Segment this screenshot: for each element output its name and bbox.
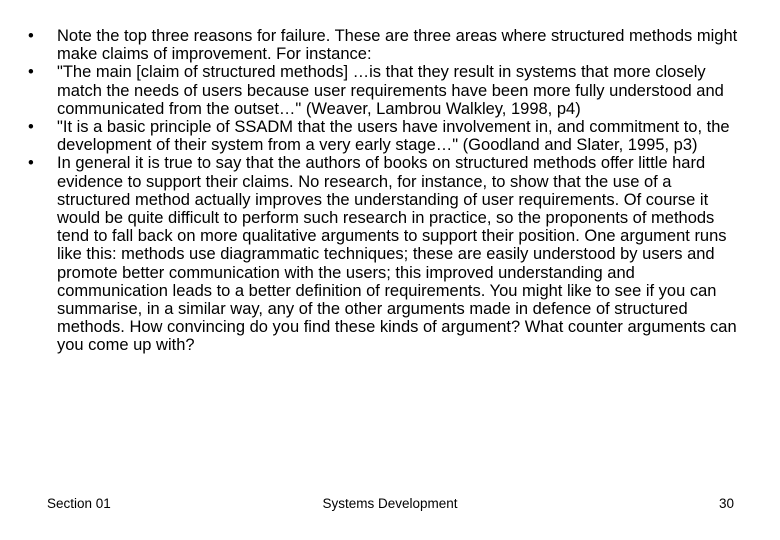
footer-section: Section 01 [47, 496, 111, 511]
bullet-item [28, 27, 744, 63]
bullet-dot-icon: • [28, 154, 34, 173]
slide-footer [0, 496, 780, 514]
footer-page-number: 30 [718, 496, 734, 511]
footer-title: Systems Development [322, 496, 458, 511]
bullet-text: "The main [claim of structured methods] …is that they result in systems that more closely match the needs of users because user requirements have been more fully understood and communicated from the outset…" (Weaver, Lambrou Walkley, 1998, p4) [57, 63, 724, 118]
bullet-text: Note the top three reasons for failure. These are three areas where structured methods might make claims of improvement. For instance: [57, 27, 738, 64]
bullet-text: In general it is true to say that the authors of books on structured methods offer little hard evidence to support their claims. No research, for instance, to show that the use of a structured method actually improves the understanding of user requirements. Of course it would be quite difficult to perform such research in practice, so the proponents of methods tend to fall back on more qualitative arguments to support their position. One argument runs like this: methods use diagrammatic techniques; these are easily understood by users and promote better communication with the users; this improved understanding and communication leads to a better definition of requirements. You might like to see if you can summarise, in a similar way, any of the other arguments made in defence of structured methods. How convincing do you find these kinds of argument? What counter arguments can you come up with? [57, 154, 737, 355]
bullet-list [28, 27, 744, 355]
bullet-item [28, 63, 744, 118]
bullet-item [28, 118, 744, 154]
bullet-dot-icon: • [28, 63, 34, 82]
bullet-dot-icon: • [28, 27, 34, 45]
bullet-item [28, 154, 744, 354]
bullet-dot-icon: • [28, 118, 34, 137]
bullet-text: "It is a basic principle of SSADM that the users have involvement in, and commitment to, the development of their system from a very early stage…" (Goodland and Slater, 1995, p3) [57, 118, 730, 155]
